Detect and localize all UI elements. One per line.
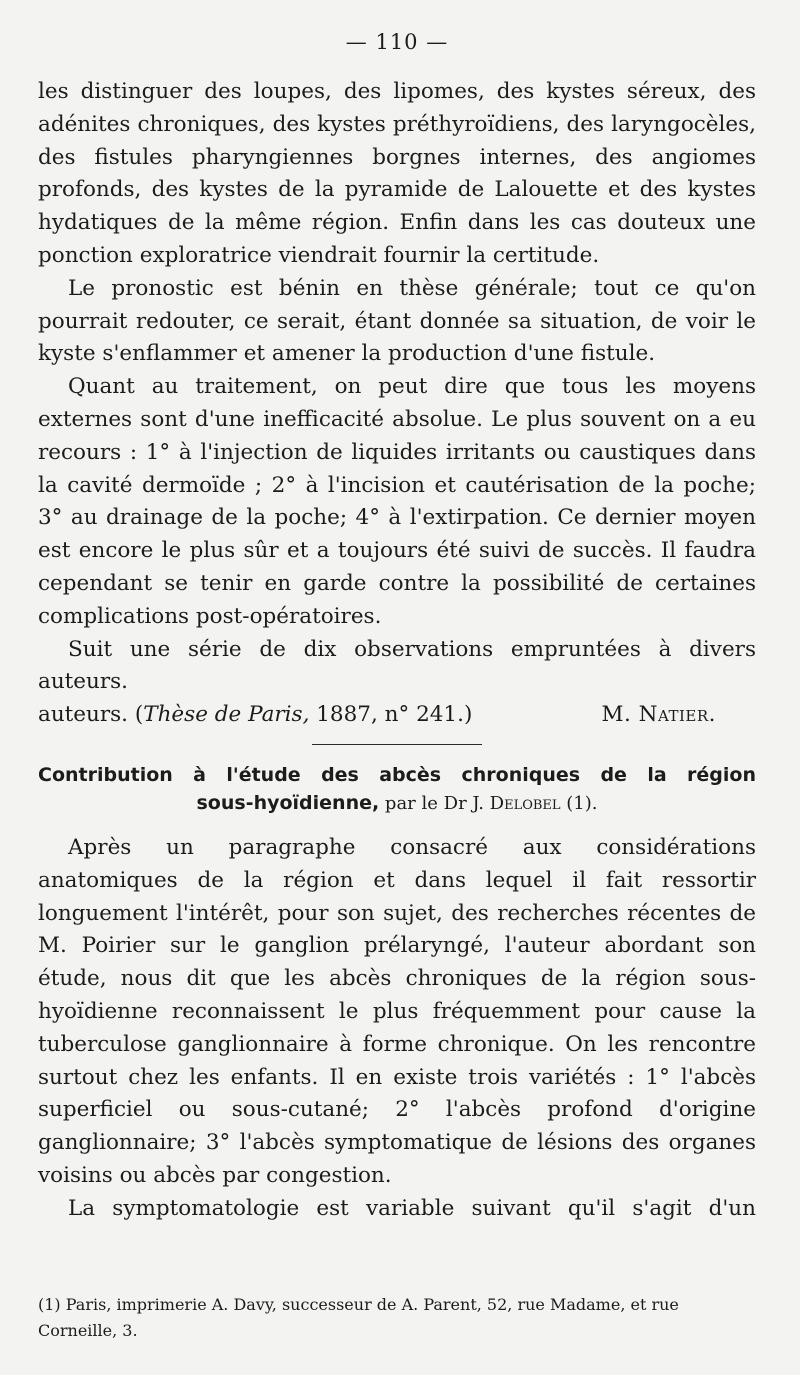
reviewer-signature: M. Natier. <box>601 702 716 728</box>
paragraph-symptomatology: La symptomatologie est variable suivant qu'il s'agit d'un <box>68 1195 756 1221</box>
citation <box>38 699 472 732</box>
section-divider <box>312 744 482 745</box>
paragraph-differential-diagnosis: les distinguer des loupes, des lipomes, des kystes séreux, des adénites chroniques, des kystes préthyroïdiens, des laryngocèles, des fistules pharyngiennes borgnes internes, des angiomes profonds, des kystes de la pyramide de Lalouette et des kystes hydatiques de la même région. Enfin dans les cas douteux une ponction exploratrice viendrait fournir la certitude. <box>38 79 756 268</box>
paragraph-observations <box>38 634 756 700</box>
article-title-line2-text: sous-hyoïdienne, <box>196 791 380 814</box>
citation-source: Thèse de Paris, <box>143 702 310 728</box>
paragraph-treatment: Quant au traitement, on peut dire que tous les moyens externes sont d'une inefficacité absolue. Le plus souvent on a eu recours : 1° à l'injection de liquides irritants ou caustiques dans la cavité dermoïde ; 2° à l'incision et cautérisation de la poche; 3° au drainage de la poche; 4° à l'extirpation. Ce dernier moyen est encore le plus sûr et a toujours été suivi de succès. Il faudra cependant se tenir en garde contre la possibilité de certaines complications post-opératoires. <box>38 374 756 629</box>
footnote-ref: (1). <box>560 792 598 814</box>
article-title-line2 <box>38 789 756 818</box>
byline-prefix: par le Dr <box>379 792 473 814</box>
page-number: — 110 — <box>345 30 449 54</box>
article-title-line1: Contribution à l'étude des abcès chroniques de la région <box>38 763 756 786</box>
observations-text: Suit une série de dix observations empruntées à divers auteurs. <box>38 636 756 695</box>
author-name: J. Delobel <box>472 792 561 814</box>
footnote: (1) Paris, imprimerie A. Davy, successeur de A. Parent, 52, rue Madame, et rue Corneille, 3. <box>38 1295 679 1340</box>
citation-prefix: auteurs. ( <box>38 702 144 728</box>
citation-rest: 1887, n° 241.) <box>309 702 473 728</box>
citation-line <box>38 699 756 732</box>
paragraph-abstract: Après un paragraphe consacré aux considérations anatomiques de la région et dans lequel il fait ressortir longuement l'intérêt, pour son sujet, des recherches récentes de M. Poirier sur le ganglion prélaryngé, l'auteur abordant son étude, nous dit que les abcès chroniques de la région sous-hyoïdienne reconnaissent le plus fréquemment pour cause la tuberculose ganglionnaire à forme chronique. On les rencontre surtout chez les enfants. Il en existe trois variétés : 1° l'abcès superficiel ou sous-cutané; 2° l'abcès profond d'origine ganglionnaire; 3° l'abcès symptomatique de lésions des organes voisins ou abcès par congestion. <box>38 834 756 1188</box>
paragraph-prognosis: Le pronostic est bénin en thèse générale; tout ce qu'on pourrait redouter, ce serait, étant donnée sa situation, de voir le kyste s'enflammer et amener la production d'une fistule. <box>38 275 756 367</box>
byline <box>379 793 597 814</box>
article-title <box>38 761 756 818</box>
